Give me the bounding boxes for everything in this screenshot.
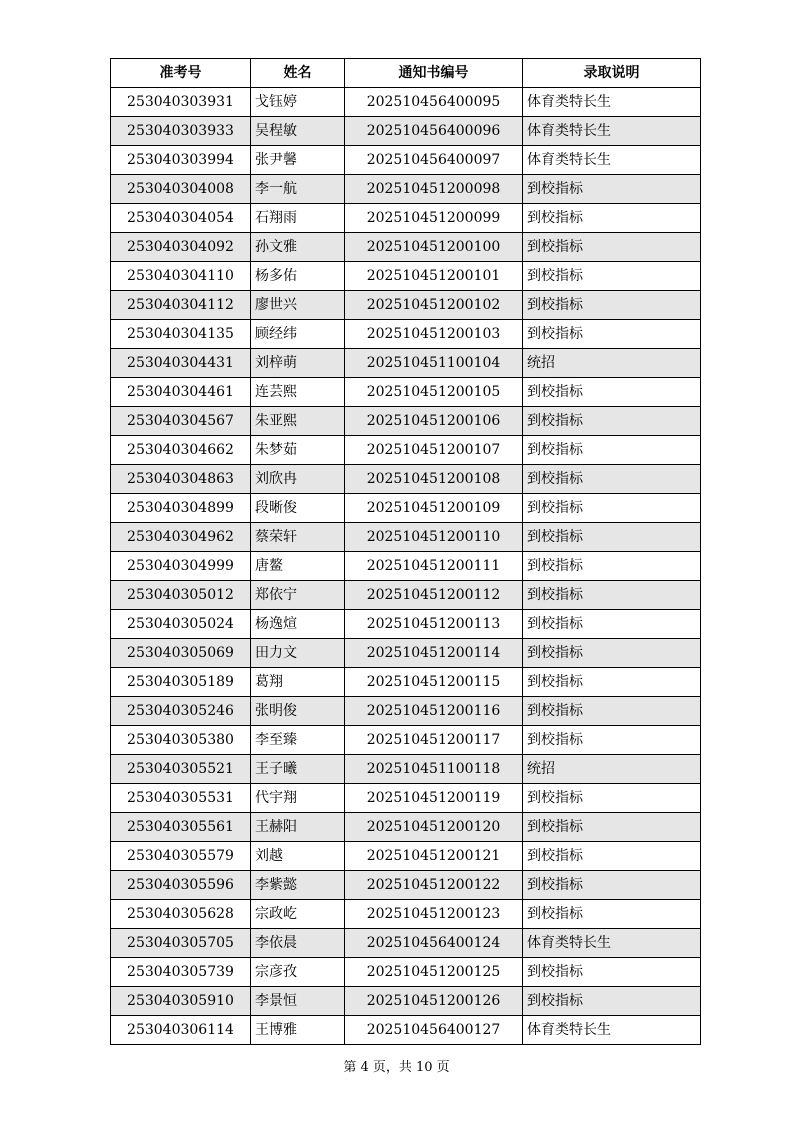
table-row bbox=[111, 378, 701, 407]
exam-number-cell: 253040304899 bbox=[111, 494, 251, 523]
exam-number-cell: 253040304662 bbox=[111, 436, 251, 465]
admission-note-cell: 到校指标 bbox=[523, 204, 701, 233]
name-cell: 宗彦孜 bbox=[251, 958, 345, 987]
table-row bbox=[111, 88, 701, 117]
notice-number-cell: 202510451200099 bbox=[345, 204, 523, 233]
admission-note-cell: 到校指标 bbox=[523, 784, 701, 813]
name-cell: 刘越 bbox=[251, 842, 345, 871]
admission-note-cell: 到校指标 bbox=[523, 842, 701, 871]
header-row bbox=[111, 59, 701, 88]
admission-note-cell: 到校指标 bbox=[523, 610, 701, 639]
name-cell: 刘欣冉 bbox=[251, 465, 345, 494]
admission-note-cell: 到校指标 bbox=[523, 378, 701, 407]
exam-number-cell: 253040304112 bbox=[111, 291, 251, 320]
notice-number-cell: 202510451200110 bbox=[345, 523, 523, 552]
name-cell: 蔡荣轩 bbox=[251, 523, 345, 552]
exam-number-cell: 253040306114 bbox=[111, 1016, 251, 1045]
admission-note-cell: 体育类特长生 bbox=[523, 1016, 701, 1045]
notice-number-cell: 202510456400127 bbox=[345, 1016, 523, 1045]
admission-note-cell: 到校指标 bbox=[523, 813, 701, 842]
admission-note-cell: 到校指标 bbox=[523, 523, 701, 552]
table-row bbox=[111, 697, 701, 726]
admission-note-cell: 统招 bbox=[523, 755, 701, 784]
table-row bbox=[111, 552, 701, 581]
notice-number-cell: 202510451100118 bbox=[345, 755, 523, 784]
admission-note-cell: 到校指标 bbox=[523, 958, 701, 987]
name-cell: 朱梦茹 bbox=[251, 436, 345, 465]
table-row bbox=[111, 726, 701, 755]
exam-number-cell: 253040303994 bbox=[111, 146, 251, 175]
admission-note-cell: 到校指标 bbox=[523, 639, 701, 668]
admission-note-cell: 到校指标 bbox=[523, 175, 701, 204]
table-body bbox=[111, 88, 701, 1045]
notice-number-cell: 202510451200114 bbox=[345, 639, 523, 668]
exam-number-cell: 253040305069 bbox=[111, 639, 251, 668]
exam-number-cell: 253040304863 bbox=[111, 465, 251, 494]
notice-number-cell: 202510451200123 bbox=[345, 900, 523, 929]
name-cell: 刘梓萌 bbox=[251, 349, 345, 378]
admission-note-cell: 统招 bbox=[523, 349, 701, 378]
admission-table bbox=[110, 58, 701, 1045]
notice-number-cell: 202510456400095 bbox=[345, 88, 523, 117]
exam-number-cell: 253040304054 bbox=[111, 204, 251, 233]
notice-number-cell: 202510451200109 bbox=[345, 494, 523, 523]
name-cell: 王赫阳 bbox=[251, 813, 345, 842]
admission-note-cell: 体育类特长生 bbox=[523, 929, 701, 958]
exam-number-cell: 253040304092 bbox=[111, 233, 251, 262]
exam-number-cell: 253040305579 bbox=[111, 842, 251, 871]
admission-note-cell: 到校指标 bbox=[523, 262, 701, 291]
notice-number-cell: 202510451200116 bbox=[345, 697, 523, 726]
table-row bbox=[111, 436, 701, 465]
name-cell: 田力文 bbox=[251, 639, 345, 668]
name-cell: 李景恒 bbox=[251, 987, 345, 1016]
admission-note-cell: 到校指标 bbox=[523, 407, 701, 436]
exam-number-cell: 253040304135 bbox=[111, 320, 251, 349]
notice-number-cell: 202510451200122 bbox=[345, 871, 523, 900]
notice-number-cell: 202510451200111 bbox=[345, 552, 523, 581]
table-row bbox=[111, 1016, 701, 1045]
name-cell: 戈钰婷 bbox=[251, 88, 345, 117]
page-footer: 第 4 页，共 10 页 bbox=[343, 1060, 450, 1075]
header-notice-number: 通知书编号 bbox=[345, 59, 523, 88]
admission-note-cell: 体育类特长生 bbox=[523, 88, 701, 117]
notice-number-cell: 202510451200121 bbox=[345, 842, 523, 871]
admission-note-cell: 到校指标 bbox=[523, 552, 701, 581]
exam-number-cell: 253040305910 bbox=[111, 987, 251, 1016]
table-row bbox=[111, 581, 701, 610]
notice-number-cell: 202510451200098 bbox=[345, 175, 523, 204]
admission-note-cell: 体育类特长生 bbox=[523, 117, 701, 146]
table-row bbox=[111, 871, 701, 900]
name-cell: 李至臻 bbox=[251, 726, 345, 755]
exam-number-cell: 253040305012 bbox=[111, 581, 251, 610]
exam-number-cell: 253040304962 bbox=[111, 523, 251, 552]
exam-number-cell: 253040305189 bbox=[111, 668, 251, 697]
admission-note-cell: 到校指标 bbox=[523, 987, 701, 1016]
notice-number-cell: 202510451200106 bbox=[345, 407, 523, 436]
exam-number-cell: 253040305596 bbox=[111, 871, 251, 900]
exam-number-cell: 253040304110 bbox=[111, 262, 251, 291]
exam-number-cell: 253040305024 bbox=[111, 610, 251, 639]
exam-number-cell: 253040304999 bbox=[111, 552, 251, 581]
table-row bbox=[111, 784, 701, 813]
table-row bbox=[111, 465, 701, 494]
notice-number-cell: 202510456400097 bbox=[345, 146, 523, 175]
exam-number-cell: 253040303931 bbox=[111, 88, 251, 117]
name-cell: 王子曦 bbox=[251, 755, 345, 784]
exam-number-cell: 253040303933 bbox=[111, 117, 251, 146]
table-row bbox=[111, 320, 701, 349]
name-cell: 郑依宁 bbox=[251, 581, 345, 610]
name-cell: 石翔雨 bbox=[251, 204, 345, 233]
admission-note-cell: 到校指标 bbox=[523, 871, 701, 900]
name-cell: 葛翔 bbox=[251, 668, 345, 697]
admission-note-cell: 到校指标 bbox=[523, 233, 701, 262]
name-cell: 杨多佑 bbox=[251, 262, 345, 291]
table-row bbox=[111, 668, 701, 697]
name-cell: 段晰俊 bbox=[251, 494, 345, 523]
header-exam-number: 准考号 bbox=[111, 59, 251, 88]
admission-note-cell: 到校指标 bbox=[523, 900, 701, 929]
notice-number-cell: 202510456400096 bbox=[345, 117, 523, 146]
notice-number-cell: 202510451200100 bbox=[345, 233, 523, 262]
table-row bbox=[111, 958, 701, 987]
name-cell: 顾经纬 bbox=[251, 320, 345, 349]
exam-number-cell: 253040304461 bbox=[111, 378, 251, 407]
table-row bbox=[111, 610, 701, 639]
exam-number-cell: 253040304008 bbox=[111, 175, 251, 204]
table-row bbox=[111, 755, 701, 784]
table-row bbox=[111, 204, 701, 233]
name-cell: 杨逸煊 bbox=[251, 610, 345, 639]
name-cell: 孙文雅 bbox=[251, 233, 345, 262]
exam-number-cell: 253040304567 bbox=[111, 407, 251, 436]
notice-number-cell: 202510451200126 bbox=[345, 987, 523, 1016]
name-cell: 李紫懿 bbox=[251, 871, 345, 900]
exam-number-cell: 253040305246 bbox=[111, 697, 251, 726]
notice-number-cell: 202510451200108 bbox=[345, 465, 523, 494]
table-row bbox=[111, 349, 701, 378]
name-cell: 李依晨 bbox=[251, 929, 345, 958]
name-cell: 吴程敏 bbox=[251, 117, 345, 146]
notice-number-cell: 202510451100104 bbox=[345, 349, 523, 378]
table-row bbox=[111, 146, 701, 175]
name-cell: 唐鳌 bbox=[251, 552, 345, 581]
table-row bbox=[111, 175, 701, 204]
table-row bbox=[111, 900, 701, 929]
name-cell: 代宇翔 bbox=[251, 784, 345, 813]
admission-note-cell: 到校指标 bbox=[523, 320, 701, 349]
table-row bbox=[111, 523, 701, 552]
admission-note-cell: 到校指标 bbox=[523, 465, 701, 494]
notice-number-cell: 202510451200102 bbox=[345, 291, 523, 320]
table-row bbox=[111, 813, 701, 842]
admission-note-cell: 到校指标 bbox=[523, 668, 701, 697]
notice-number-cell: 202510456400124 bbox=[345, 929, 523, 958]
exam-number-cell: 253040305380 bbox=[111, 726, 251, 755]
exam-number-cell: 253040305561 bbox=[111, 813, 251, 842]
admission-note-cell: 到校指标 bbox=[523, 494, 701, 523]
notice-number-cell: 202510451200115 bbox=[345, 668, 523, 697]
name-cell: 连芸熙 bbox=[251, 378, 345, 407]
exam-number-cell: 253040305521 bbox=[111, 755, 251, 784]
name-cell: 王博雅 bbox=[251, 1016, 345, 1045]
notice-number-cell: 202510451200101 bbox=[345, 262, 523, 291]
exam-number-cell: 253040305628 bbox=[111, 900, 251, 929]
table-row bbox=[111, 842, 701, 871]
name-cell: 宗政屹 bbox=[251, 900, 345, 929]
notice-number-cell: 202510451200119 bbox=[345, 784, 523, 813]
table-row bbox=[111, 117, 701, 146]
table-row bbox=[111, 494, 701, 523]
header-name: 姓名 bbox=[251, 59, 345, 88]
notice-number-cell: 202510451200112 bbox=[345, 581, 523, 610]
notice-number-cell: 202510451200113 bbox=[345, 610, 523, 639]
admission-note-cell: 到校指标 bbox=[523, 581, 701, 610]
table-row bbox=[111, 929, 701, 958]
notice-number-cell: 202510451200105 bbox=[345, 378, 523, 407]
admission-note-cell: 到校指标 bbox=[523, 697, 701, 726]
table-row bbox=[111, 639, 701, 668]
name-cell: 张尹馨 bbox=[251, 146, 345, 175]
exam-number-cell: 253040305705 bbox=[111, 929, 251, 958]
exam-number-cell: 253040304431 bbox=[111, 349, 251, 378]
notice-number-cell: 202510451200117 bbox=[345, 726, 523, 755]
name-cell: 李一航 bbox=[251, 175, 345, 204]
notice-number-cell: 202510451200120 bbox=[345, 813, 523, 842]
notice-number-cell: 202510451200125 bbox=[345, 958, 523, 987]
admission-note-cell: 到校指标 bbox=[523, 726, 701, 755]
exam-number-cell: 253040305739 bbox=[111, 958, 251, 987]
table-row bbox=[111, 407, 701, 436]
admission-note-cell: 到校指标 bbox=[523, 436, 701, 465]
name-cell: 张明俊 bbox=[251, 697, 345, 726]
table-row bbox=[111, 291, 701, 320]
table-row bbox=[111, 262, 701, 291]
table-row bbox=[111, 233, 701, 262]
notice-number-cell: 202510451200103 bbox=[345, 320, 523, 349]
admission-note-cell: 体育类特长生 bbox=[523, 146, 701, 175]
notice-number-cell: 202510451200107 bbox=[345, 436, 523, 465]
table-row bbox=[111, 987, 701, 1016]
name-cell: 廖世兴 bbox=[251, 291, 345, 320]
name-cell: 朱亚熙 bbox=[251, 407, 345, 436]
exam-number-cell: 253040305531 bbox=[111, 784, 251, 813]
header-admission-note: 录取说明 bbox=[523, 59, 701, 88]
admission-note-cell: 到校指标 bbox=[523, 291, 701, 320]
